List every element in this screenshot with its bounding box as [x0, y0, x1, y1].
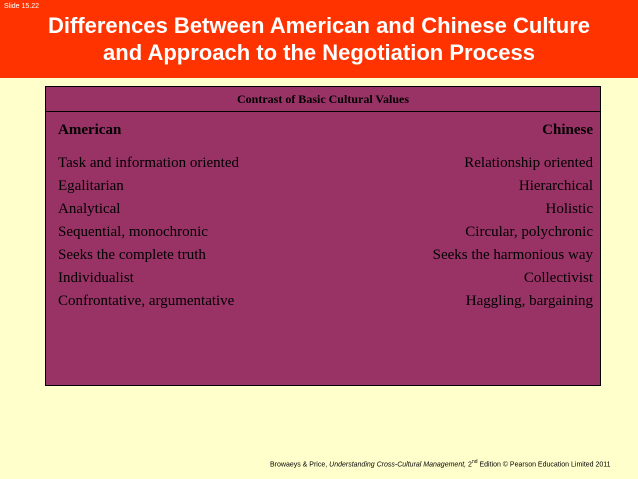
- chinese-value: Circular, polychronic: [465, 224, 593, 240]
- american-value: Egalitarian: [58, 178, 124, 194]
- american-value: Confrontative, argumentative: [58, 293, 235, 309]
- footer-book-title: Understanding Cross-Cultural Management,: [329, 461, 469, 469]
- title-bar: [0, 0, 638, 78]
- american-value: Sequential, monochronic: [58, 224, 208, 240]
- american-value: Analytical: [58, 201, 121, 217]
- chinese-value: Seeks the harmonious way: [432, 247, 593, 263]
- footer-authors: Browaeys & Price,: [270, 461, 330, 469]
- table-caption: Contrast of Basic Cultural Values: [46, 87, 600, 112]
- chinese-value: Haggling, bargaining: [465, 293, 593, 309]
- chinese-value: Relationship oriented: [464, 155, 593, 171]
- table-row: [46, 221, 600, 244]
- header-chinese: Chinese: [542, 122, 593, 138]
- slide-title: [20, 12, 618, 66]
- table-row: [46, 198, 600, 221]
- chinese-value: Hierarchical: [518, 178, 593, 194]
- american-value: Seeks the complete truth: [58, 247, 206, 263]
- footer-edition-number: 2: [468, 461, 472, 469]
- copyright-footer: [270, 459, 611, 468]
- table-row: [46, 290, 600, 313]
- table-row: [46, 267, 600, 290]
- footer-publisher: Edition © Pearson Education Limited 2011: [477, 461, 611, 469]
- slide-title-line-2: and Approach to the Negotiation Process: [103, 40, 535, 65]
- cultural-values-table: [45, 86, 601, 386]
- american-value: Task and information oriented: [58, 155, 239, 171]
- table-row: [46, 152, 600, 175]
- american-value: Individualist: [58, 270, 134, 286]
- slide-number: Slide 15.22: [4, 3, 40, 10]
- footer-edition-suffix: nd: [471, 459, 478, 465]
- table-row: [46, 175, 600, 198]
- header-american: American: [58, 122, 122, 138]
- chinese-value: Holistic: [545, 201, 593, 217]
- table-row: [46, 244, 600, 267]
- slide-title-line-1: Differences Between American and Chinese Culture: [47, 13, 590, 38]
- table-header-row: [46, 117, 600, 144]
- chinese-value: Collectivist: [523, 270, 593, 286]
